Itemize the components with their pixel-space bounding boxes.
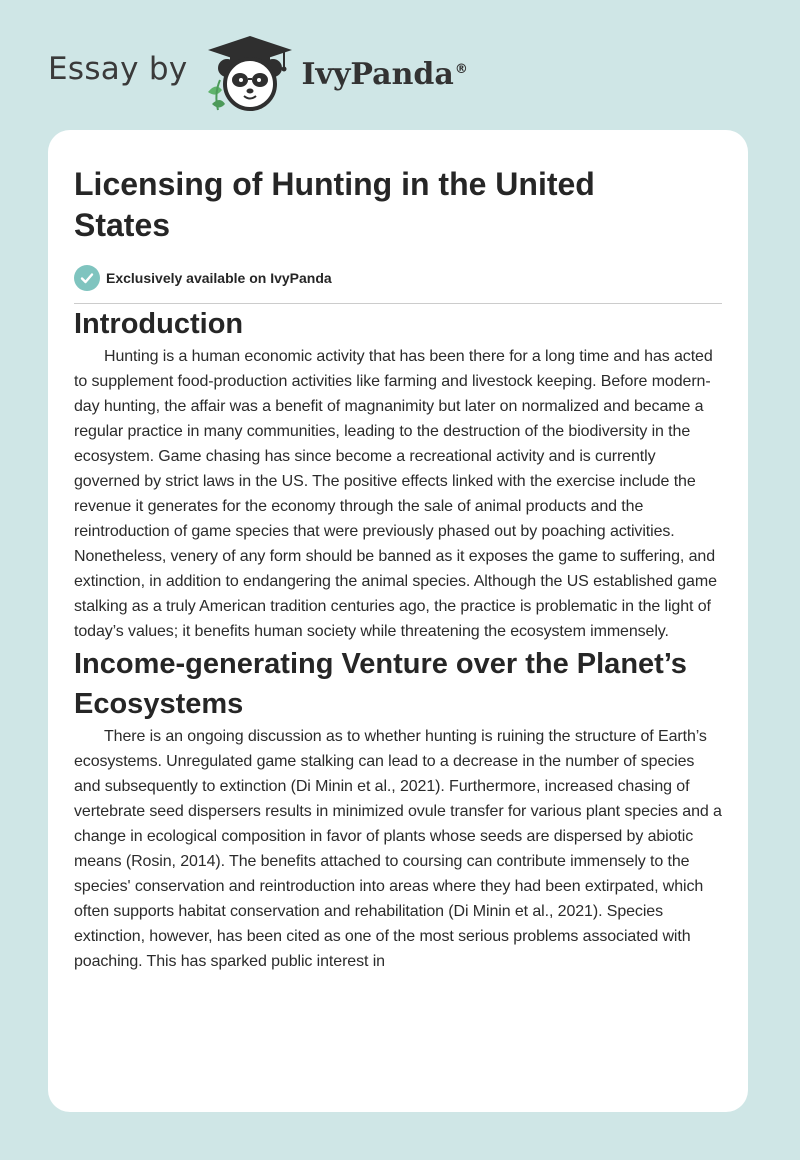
exclusive-badge: [74, 265, 722, 291]
section-heading-income-generating: Income-generating Venture over the Planet’s Ecosystems: [74, 648, 687, 720]
exclusive-label: Exclusively available on IvyPanda: [106, 270, 332, 286]
paragraph-introduction: Hunting is a human economic activity that has been there for a long time and has acted to supplement food-production activities like farming and livestock keeping. Before modern-day hunting, the affair was a benefit of magnanimity but later on normalized and became a regular practice in many communities, leading to the destruction of the biodiversity in the ecosystem. Game chasing has since become a recreational activity and is currently governed by strict laws in the US. The positive effects linked with the exercise include the revenue it generates for the economy through the sale of animal products and the reintroduction of game species that were previously phased out by poaching activities. Nonetheless, venery of any form should be banned as it exposes the game to suffering, and extinction, in addition to endangering the animal species. Although the US established game stalking as a truly American tradition centuries ago, the practice is problematic in the light of today’s values; it benefits human society while threatening the ecosystem immensely.: [74, 348, 717, 640]
brand-name-text: IvyPanda: [301, 56, 454, 92]
paragraph-income-generating: There is an ongoing discussion as to whether hunting is ruining the structure of Earth’s ecosystems. Unregulated game stalking can lead to a decrease in the number of species and subsequently to extinction (Di Minin et al., 2021). Furthermore, increased chasing of vertebrate seed dispersers results in minimized ovule transfer for various plant species and a change in ecological composition in favor of plants whose seeds are dispersed by abiotic means (Rosin, 2014). The benefits attached to coursing can contribute immensely to the species' conservation and reintroduction into areas where they had been extirpated, which often supports habitat conservation and rehabilitation (Di Minin et al., 2021). Species extinction, however, has been cited as one of the most serious problems associated with poaching. This has sparked public interest in: [74, 728, 722, 970]
ivypanda-logo-icon[interactable]: [200, 32, 300, 112]
site-header: [48, 32, 468, 112]
brand-name[interactable]: [302, 57, 468, 92]
check-icon: [74, 265, 100, 291]
essay-title: Licensing of Hunting in the United States: [74, 166, 595, 243]
section-heading-introduction: Introduction: [74, 308, 244, 340]
essay-content: [48, 130, 748, 974]
essay-by-label: Essay by: [48, 51, 188, 87]
registered-mark: ®: [454, 61, 468, 77]
essay-card: [48, 130, 748, 1112]
